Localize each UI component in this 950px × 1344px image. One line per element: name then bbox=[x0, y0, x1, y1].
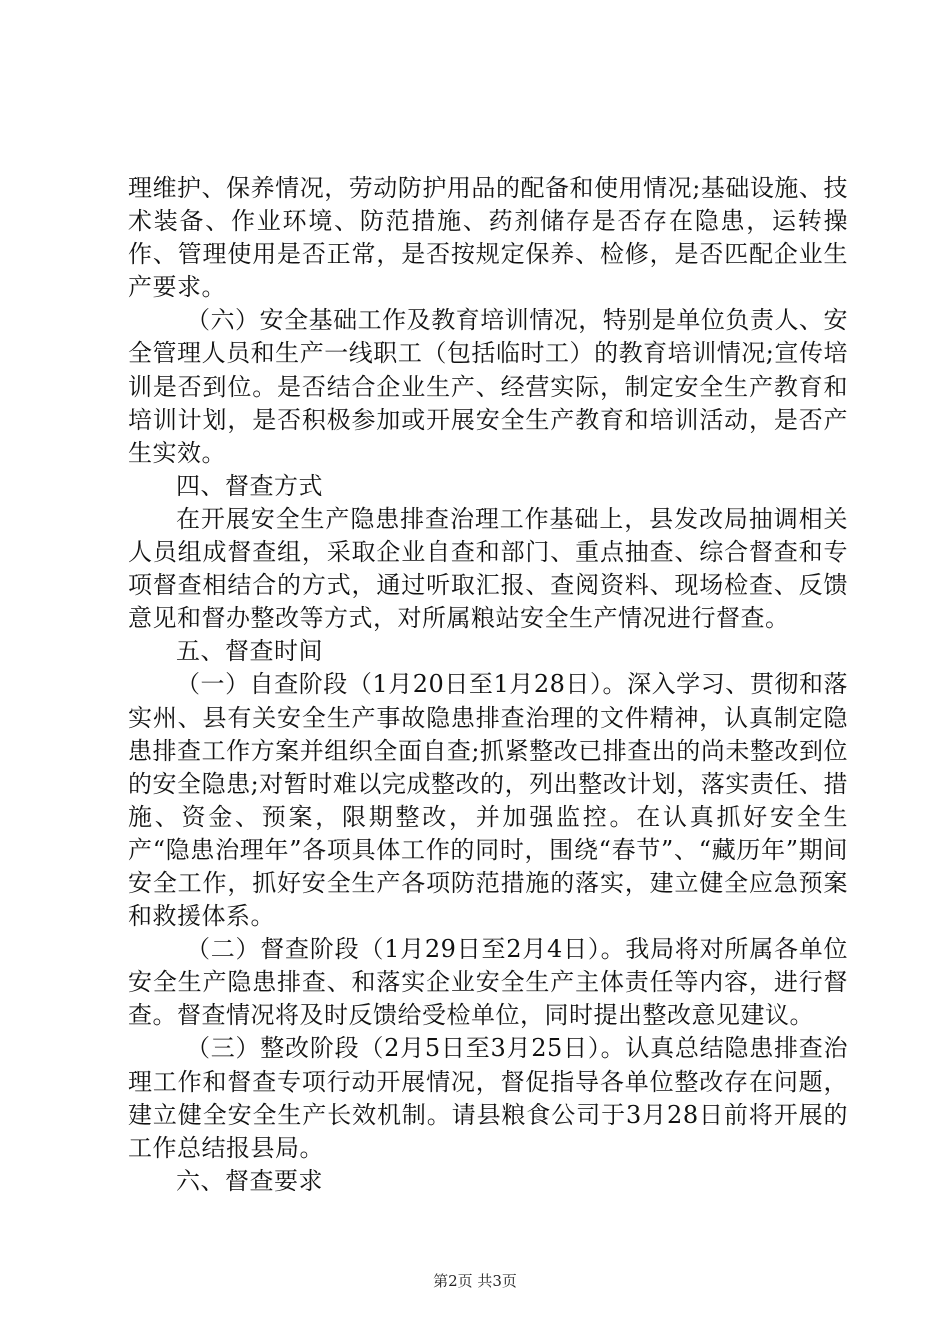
paragraph-rectification-stage: （三）整改阶段（2月5日至3月25日）。认真总结隐患排查治理工作和督查专项行动开展情况，督促指导各单位整改存在问题，建立健全安全生产长效机制。请县粮食公司于3月28日前将开展的工作总结报县局。 bbox=[128, 1034, 848, 1162]
paragraph-inspection-stage: （二）督查阶段（1月29日至2月4日）。我局将对所属各单位安全生产隐患排查、和落实企业安全生产主体责任等内容，进行督查。督查情况将及时反馈给受检单位，同时提出整改意见建议。 bbox=[128, 935, 848, 1030]
paragraph-item-six-training: （六）安全基础工作及教育培训情况，特别是单位负责人、安全管理人员和生产一线职工（包括临时工）的教育培训情况;宣传培训是否到位。是否结合企业生产、经营实际，制定安全生产教育和培训计划，是否积极参加或开展安全生产教育和培训活动，是否产生实效。 bbox=[128, 306, 848, 467]
document-body bbox=[128, 172, 848, 1198]
paragraph-self-check-stage: （一）自查阶段（1月20日至1月28日）。深入学习、贯彻和落实州、县有关安全生产事故隐患排查治理的文件精神，认真制定隐患排查工作方案并组织全面自查;抓紧整改已排查出的尚未整改到位的安全隐患;对暂时难以完成整改的，列出整改计划，落实责任、措施、资金、预案，限期整改，并加强监控。在认真抓好安全生产“隐患治理年”各项具体工作的同时，围绕“春节”、“藏历年”期间安全工作，抓好安全生产各项防范措施的落实，建立健全应急预案和救援体系。 bbox=[128, 670, 848, 931]
heading-section-five: 五、督查时间 bbox=[176, 637, 323, 666]
page-number-footer: 第2页 共3页 bbox=[433, 1272, 517, 1290]
heading-section-four: 四、督查方式 bbox=[176, 471, 323, 500]
paragraph-equipment-maintenance: 理维护、保养情况，劳动防护用品的配备和使用情况;基础设施、技术装备、作业环境、防范措施、药剂储存是否存在隐患，运转操作、管理使用是否正常，是否按规定保养、检修，是否匹配企业生产要求。 bbox=[128, 174, 848, 302]
heading-section-six: 六、督查要求 bbox=[176, 1166, 323, 1195]
paragraph-inspection-method: 在开展安全生产隐患排查治理工作基础上，县发改局抽调相关人员组成督查组，采取企业自查和部门、重点抽查、综合督查和专项督查相结合的方式，通过听取汇报、查阅资料、现场检查、反馈意见和督办整改等方式，对所属粮站安全生产情况进行督查。 bbox=[128, 504, 848, 633]
